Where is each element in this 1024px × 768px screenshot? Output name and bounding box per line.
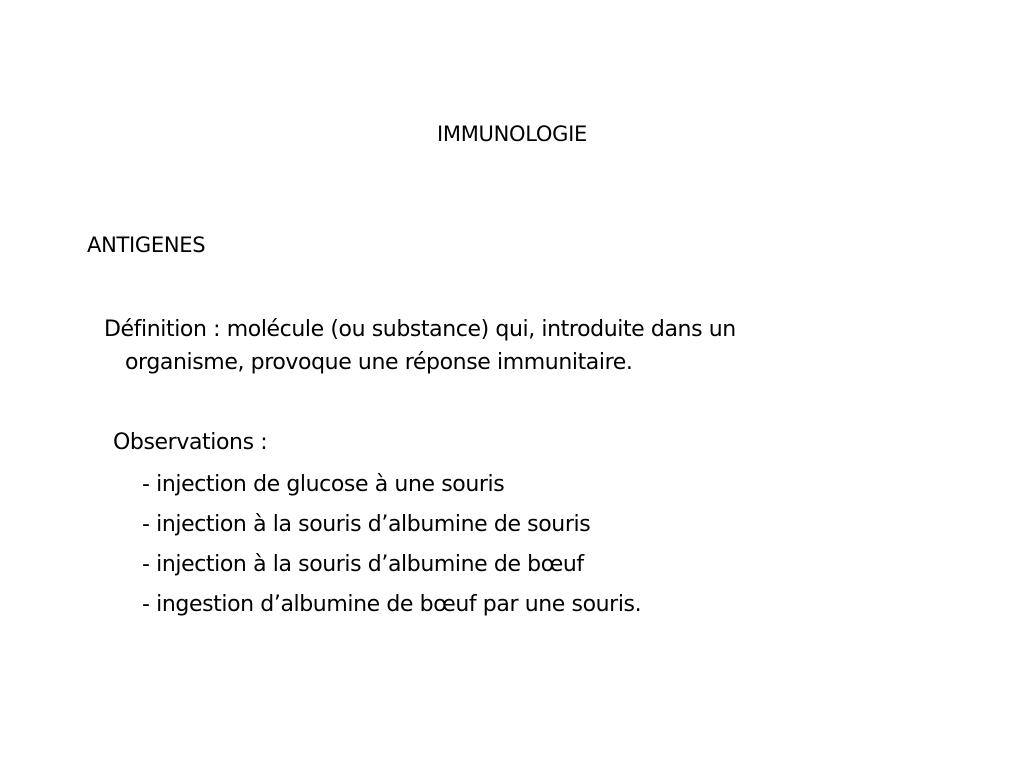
slide-title: IMMUNOLOGIE: [437, 122, 587, 146]
section-heading: ANTIGENES: [87, 233, 206, 257]
definition-paragraph: [104, 313, 924, 379]
list-item: - injection à la souris d’albumine de souris: [142, 512, 591, 537]
observations-label: Observations :: [113, 430, 268, 455]
list-item: - injection de glucose à une souris: [142, 472, 505, 497]
definition-line-1: Définition : molécule (ou substance) qui, introduite dans un: [104, 317, 736, 342]
list-item: - injection à la souris d’albumine de bœuf: [142, 552, 584, 577]
observations-list: [142, 470, 641, 630]
definition-line-2: organisme, provoque une réponse immunitaire.: [125, 350, 633, 375]
list-item: - ingestion d’albumine de bœuf par une souris.: [142, 592, 642, 617]
